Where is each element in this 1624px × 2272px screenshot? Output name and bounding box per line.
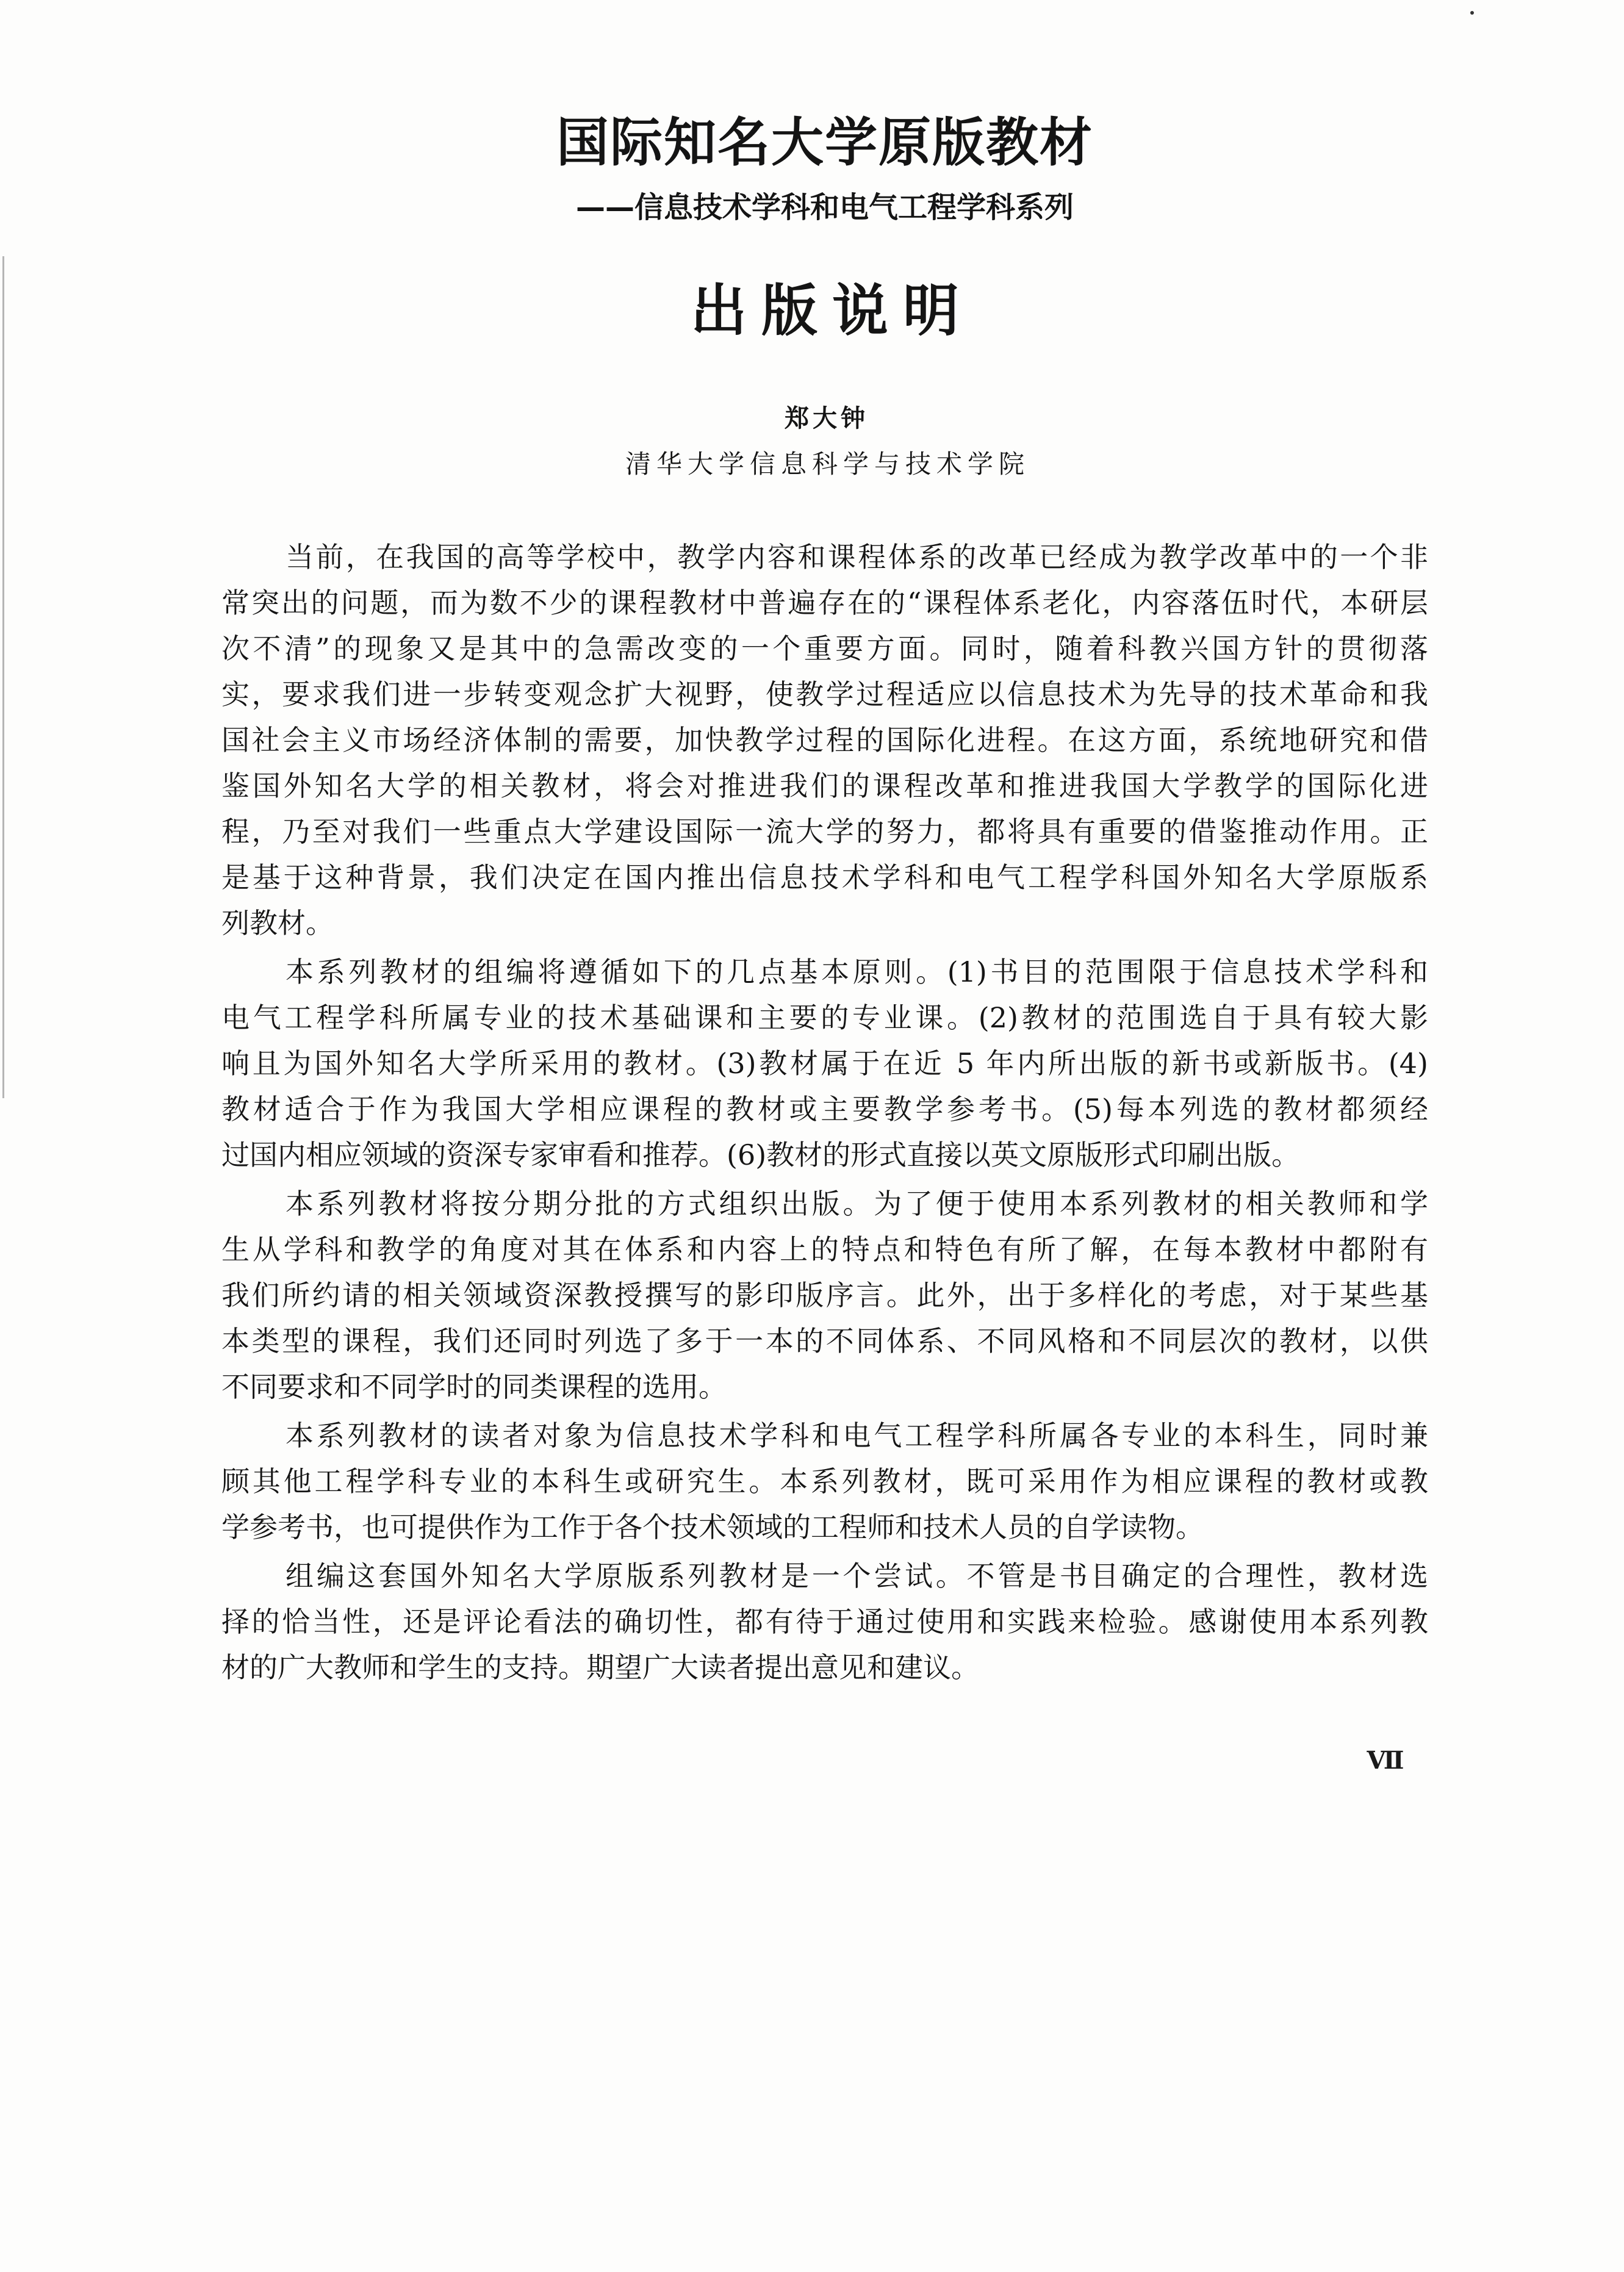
body-line: 程，乃至对我们一些重点大学建设国际一流大学的努力，都将具有重要的借鉴推动作用。正 xyxy=(221,815,1428,848)
body-line: 次不清”的现象又是其中的急需改变的一个重要方面。同时，随着科教兴国方针的贯彻落 xyxy=(221,632,1428,665)
body-line: 本类型的课程，我们还同时列选了多于一本的不同体系、不同风格和不同层次的教材，以供 xyxy=(221,1325,1428,1357)
body-line: 当前，在我国的高等学校中，教学内容和课程体系的改革已经成为教学改革中的一个非 xyxy=(286,541,1428,573)
page-heading: 出版说明 xyxy=(690,278,974,343)
body-line: 本系列教材的组编将遵循如下的几点基本原则。(1)书目的范围限于信息技术学科和 xyxy=(286,955,1428,988)
paragraph xyxy=(221,1413,1428,1550)
body-line: 不同要求和不同学时的同类课程的选用。 xyxy=(221,1370,727,1403)
paragraph xyxy=(221,949,1428,1178)
series-title: 国际知名大学原版教材 xyxy=(556,112,1093,173)
body-line: 响且为国外知名大学所采用的教材。(3)教材属于在近 5 年内所出版的新书或新版书。(4) xyxy=(221,1047,1428,1080)
body-line: 我们所约请的相关领域资深教授撰写的影印版序言。此外，出于多样化的考虑，对于某些基 xyxy=(221,1279,1428,1312)
paragraph xyxy=(221,534,1428,946)
body-line: 国社会主义市场经济体制的需要，加快教学过程的国际化进程。在这方面，系统地研究和借 xyxy=(221,724,1428,757)
body-line: 择的恰当性，还是评论看法的确切性，都有待于通过使用和实践来检验。感谢使用本系列教 xyxy=(221,1605,1428,1638)
body-line: 教材适合于作为我国大学相应课程的教材或主要教学参考书。(5)每本列选的教材都须经 xyxy=(221,1093,1428,1126)
body-line: 本系列教材将按分期分批的方式组织出版。为了便于使用本系列教材的相关教师和学 xyxy=(286,1187,1428,1220)
body-line: 顾其他工程学科专业的本科生或研究生。本系列教材，既可采用作为相应课程的教材或教 xyxy=(221,1465,1428,1498)
paragraph xyxy=(221,1181,1428,1410)
body-line: 电气工程学科所属专业的技术基础课和主要的专业课。(2)教材的范围选自于具有较大影 xyxy=(221,1001,1428,1034)
body-text xyxy=(221,534,1428,1691)
author-name: 郑大钟 xyxy=(785,404,869,433)
body-line: 生从学科和教学的角度对其在体系和内容上的特点和特色有所了解，在每本教材中都附有 xyxy=(221,1233,1428,1266)
body-line: 实，要求我们进一步转变观念扩大视野，使教学过程适应以信息技术为先导的技术革命和我 xyxy=(221,678,1428,711)
body-line: 列教材。 xyxy=(221,907,334,940)
body-line: 鉴国外知名大学的相关教材，将会对推进我们的课程改革和推进我国大学教学的国际化进 xyxy=(221,769,1428,802)
body-line: 本系列教材的读者对象为信息技术学科和电气工程学科所属各专业的本科生，同时兼 xyxy=(286,1419,1428,1452)
author-affiliation: 清华大学信息科学与技术学院 xyxy=(625,449,1030,479)
scan-speck xyxy=(1470,11,1474,15)
series-subtitle: ——信息技术学科和电气工程学科系列 xyxy=(575,190,1074,225)
body-line: 组编这套国外知名大学原版系列教材是一个尝试。不管是书目确定的合理性，教材选 xyxy=(286,1559,1428,1592)
page-number: Ⅶ xyxy=(1367,1746,1404,1775)
body-line: 是基于这种背景，我们决定在国内推出信息技术学科和电气工程学科国外知名大学原版系 xyxy=(221,861,1428,894)
scan-edge-mark xyxy=(2,256,4,1098)
paragraph xyxy=(221,1553,1428,1691)
body-line: 过国内相应领域的资深专家审看和推荐。(6)教材的形式直接以英文原版形式印刷出版。 xyxy=(221,1138,1300,1171)
body-line: 常突出的问题，而为数不少的课程教材中普遍存在的“课程体系老化，内容落伍时代，本研层 xyxy=(221,586,1428,619)
body-line: 材的广大教师和学生的支持。期望广大读者提出意见和建议。 xyxy=(221,1651,979,1684)
body-line: 学参考书，也可提供作为工作于各个技术领域的工程师和技术人员的自学读物。 xyxy=(221,1511,1204,1544)
